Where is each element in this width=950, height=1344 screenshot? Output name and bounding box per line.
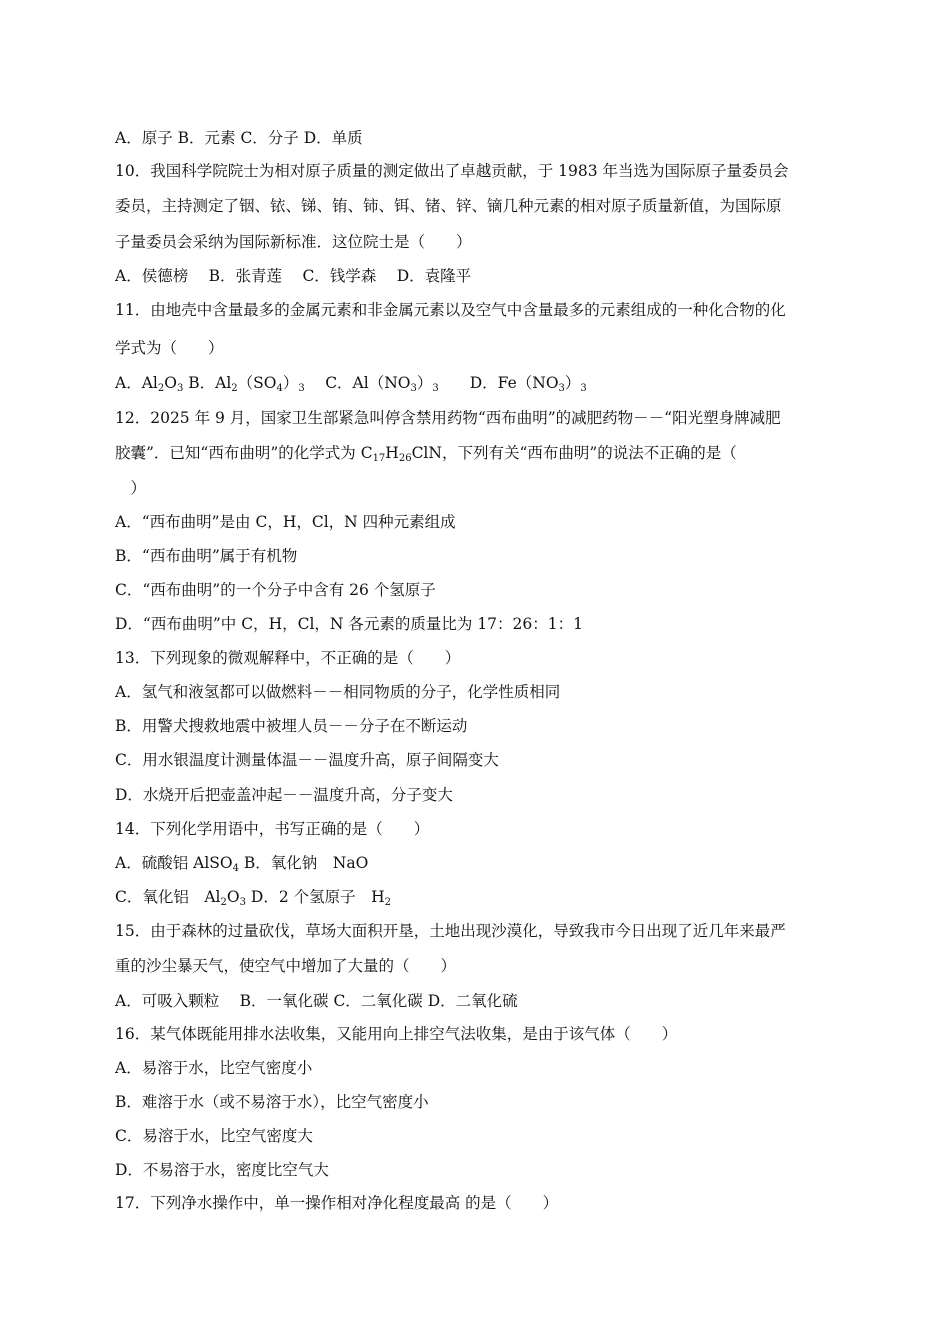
text-run: ） xyxy=(416,374,433,392)
text-line xyxy=(115,408,781,428)
text-run: D．不易溶于水，密度比空气大 xyxy=(115,1161,329,1179)
text-line xyxy=(115,196,782,216)
text-line xyxy=(115,512,456,532)
text-line xyxy=(115,128,363,148)
text-line xyxy=(115,300,786,320)
text-run: B．“西布曲明”属于有机物 xyxy=(115,547,298,565)
text-line xyxy=(115,443,737,463)
subscript: 2 xyxy=(231,383,238,394)
text-run: B．用警犬搜救地震中被埋人员－－分子在不断运动 xyxy=(115,717,468,735)
text-run: （SO xyxy=(237,374,277,392)
text-line xyxy=(115,819,429,839)
text-line xyxy=(115,991,518,1011)
subscript: 2 xyxy=(384,897,392,908)
subscript: 26 xyxy=(398,453,412,464)
text-line xyxy=(115,1024,677,1044)
text-line xyxy=(115,716,467,736)
text-line xyxy=(115,232,472,252)
text-run: B．难溶于水（或不易溶于水），比空气密度小 xyxy=(115,1093,429,1111)
text-run: 16．某气体既能用排水法收集，又能用向上排空气法收集，是由于该气体（ ） xyxy=(115,1025,678,1043)
text-run: 14．下列化学用语中，书写正确的是（ ） xyxy=(115,820,430,838)
text-line xyxy=(115,580,436,600)
text-run: 学式为（ ） xyxy=(115,339,224,357)
text-run: C．易溶于水，比空气密度大 xyxy=(115,1127,313,1145)
subscript: 2 xyxy=(157,383,165,394)
text-line xyxy=(115,1058,312,1078)
text-run: A．原子 B．元素 C．分子 D．单质 xyxy=(115,129,363,147)
text-run: C．用水银温度计测量体温－－温度升高，原子间隔变大 xyxy=(115,751,499,769)
text-run: 胶囊”．已知“西布曲明”的化学式为 C xyxy=(115,444,373,462)
text-run: A．“西布曲明”是由 C，H，Cl，N 四种元素组成 xyxy=(115,513,456,531)
text-line xyxy=(115,887,391,907)
text-line xyxy=(115,338,224,358)
text-line xyxy=(115,1126,313,1146)
subscript: 4 xyxy=(232,863,239,874)
text-run: ） xyxy=(282,374,299,392)
text-run: 17．下列净水操作中，单一操作相对净化程度最高 的是（ ） xyxy=(115,1194,559,1212)
text-run: C．Al（NO xyxy=(304,374,411,392)
text-line xyxy=(115,921,786,941)
text-run: O xyxy=(164,374,177,392)
text-run: 11．由地壳中含量最多的金属元素和非金属元素以及空气中含量最多的元素组成的一种化合物的化 xyxy=(115,301,786,319)
text-run: D．水烧开后把壶盖冲起－－温度升高，分子变大 xyxy=(115,786,453,804)
text-line xyxy=(115,1193,558,1213)
text-line xyxy=(115,614,583,634)
text-run: 10．我国科学院院士为相对原子质量的测定做出了卓越贡献，于 1983 年当选为国际原子量委员会 xyxy=(115,162,789,180)
subscript: 3 xyxy=(410,383,417,394)
subscript: 17 xyxy=(372,453,386,464)
text-run: D．Fe（NO xyxy=(438,374,559,392)
text-line xyxy=(115,785,453,805)
text-line xyxy=(115,1092,429,1112)
text-run: 子量委员会采纳为国际新标准．这位院士是（ ） xyxy=(115,233,472,251)
text-run: 委员，主持测定了铟、铱、锑、铕、铈、铒、锗、锌、镝几种元素的相对原子质量新值，为国际原 xyxy=(115,197,782,215)
subscript: 3 xyxy=(558,383,565,394)
text-line xyxy=(115,750,499,770)
text-run: 12．2025 年 9 月，国家卫生部紧急叫停含禁用药物“西布曲明”的减肥药物－－“阳光塑身牌减肥 xyxy=(115,409,781,427)
text-run: A．氢气和液氢都可以做燃料－－相同物质的分子，化学性质相同 xyxy=(115,683,561,701)
text-run: A．可吸入颗粒 B．一氧化碳 C．二氧化碳 D．二氧化硫 xyxy=(115,992,518,1010)
subscript: 3 xyxy=(432,383,439,394)
text-run: ClN，下列有关“西布曲明”的说法不正确的是（ xyxy=(411,444,737,462)
subscript: 3 xyxy=(580,383,587,394)
text-line xyxy=(115,478,146,498)
text-run: B．Al xyxy=(183,374,232,392)
text-run: 15．由于森林的过量砍伐，草场大面积开垦，土地出现沙漠化，导致我市今日出现了近几年来最严 xyxy=(115,922,786,940)
text-run: ） xyxy=(115,479,147,497)
text-run: A．硫酸铝 AlSO xyxy=(115,854,233,872)
text-line xyxy=(115,648,460,668)
subscript: 3 xyxy=(176,383,184,394)
text-run: O xyxy=(226,888,240,906)
text-run: A．侯德榜 B．张青莲 C．钱学森 D．袁隆平 xyxy=(115,267,472,285)
text-run: C．“西布曲明”的一个分子中含有 26 个氢原子 xyxy=(115,581,436,599)
text-line xyxy=(115,373,587,393)
text-line xyxy=(115,956,456,976)
text-line xyxy=(115,546,297,566)
subscript: 2 xyxy=(220,897,227,908)
text-line xyxy=(115,682,560,702)
subscript: 3 xyxy=(298,383,305,394)
text-line xyxy=(115,266,471,286)
text-run: D．2 个氢原子 H xyxy=(245,888,385,906)
text-run: A．易溶于水，比空气密度小 xyxy=(115,1059,313,1077)
text-line xyxy=(115,1160,329,1180)
subscript: 4 xyxy=(276,383,283,394)
text-run: 重的沙尘暴天气，使空气中增加了大量的（ ） xyxy=(115,957,457,975)
text-line xyxy=(115,853,368,873)
text-run: C．氧化铝 Al xyxy=(115,888,221,906)
subscript: 3 xyxy=(239,897,246,908)
text-run: A．Al xyxy=(115,374,158,392)
text-run: D．“西布曲明”中 C，H，Cl，N 各元素的质量比为 17：26：1：1 xyxy=(115,615,583,633)
text-line xyxy=(115,161,789,181)
text-run: ） xyxy=(564,374,581,392)
text-run: B．氧化钠 NaO xyxy=(238,854,369,872)
text-run: H xyxy=(385,444,399,462)
text-run: 13．下列现象的微观解释中，不正确的是（ ） xyxy=(115,649,461,667)
